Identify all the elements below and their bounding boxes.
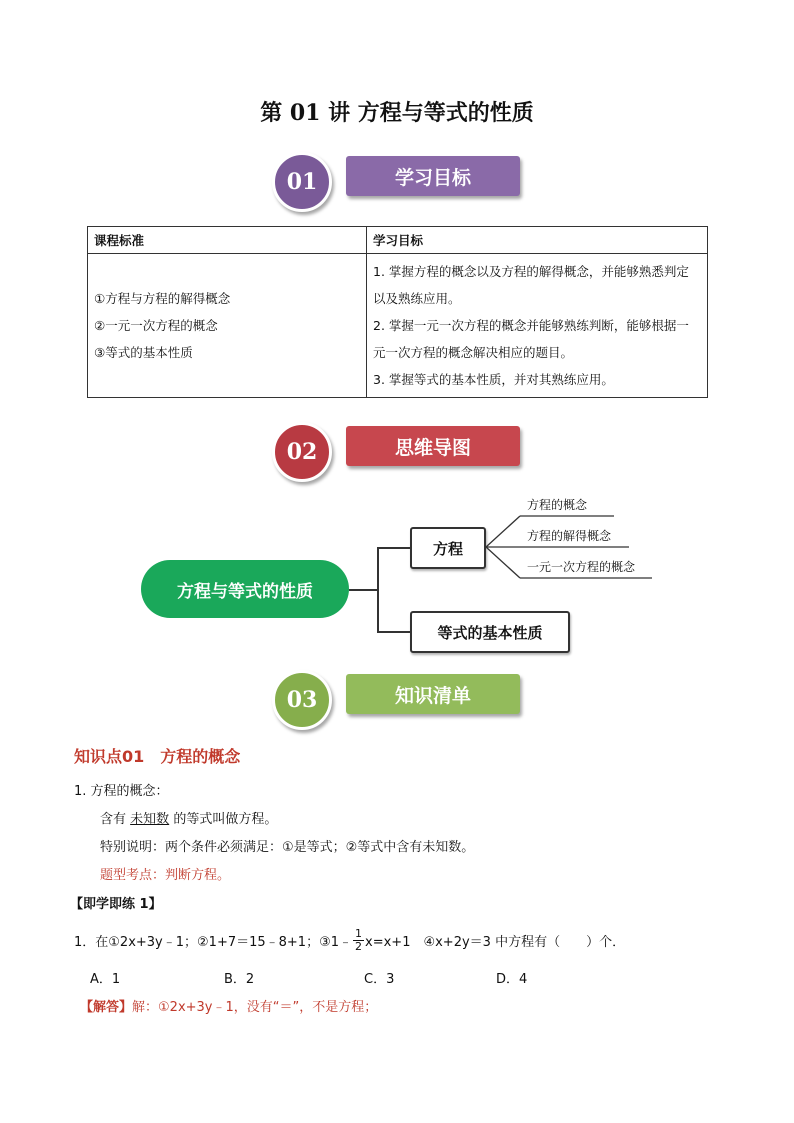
section-label: 学习目标 <box>346 156 520 196</box>
mindmap-leaf: 方程的解得概念 <box>527 529 612 543</box>
answer-line <box>80 996 377 1015</box>
option-c: C．3 <box>364 972 395 987</box>
definition-underline: 未知数 <box>130 812 170 827</box>
answer-label: 【解答】 <box>80 1000 133 1015</box>
mindmap-branch-equation: 方程 <box>410 527 486 569</box>
list-item: ①方程与方程的解得概念 <box>94 291 231 306</box>
list-item: ②一元一次方程的概念 <box>94 318 218 333</box>
standards-cell <box>88 254 367 398</box>
connector-line <box>377 547 379 632</box>
answer-text: 解：①2x+3y﹣1，没有“＝”，不是方程； <box>132 1000 378 1015</box>
definition-line <box>100 808 277 827</box>
answer-options <box>90 968 570 986</box>
mindmap-root: 方程与等式的性质 <box>141 560 349 618</box>
option-a: A．1 <box>90 972 121 987</box>
section-number-badge: 01 <box>272 152 332 212</box>
mindmap-branch-properties: 等式的基本性质 <box>410 611 570 653</box>
mindmap <box>0 490 794 660</box>
section-label: 思维导图 <box>346 426 520 466</box>
connector-line <box>377 547 410 549</box>
question-text-pre: 1．在①2x+3y﹣1；②1+7＝15﹣8+1；③1﹣ <box>74 935 353 950</box>
mindmap-leaf: 一元一次方程的概念 <box>527 560 636 574</box>
list-item: 1. 掌握方程的概念以及方程的解得概念，并能够熟悉判定以及熟练应用。 <box>373 264 689 306</box>
section-label: 知识清单 <box>346 674 520 714</box>
section-number-badge: 02 <box>272 422 332 482</box>
mindmap-leaf: 方程的概念 <box>527 498 588 512</box>
definition-pre: 含有 <box>100 812 127 827</box>
table-header-standard: 课程标准 <box>88 227 367 254</box>
objectives-cell <box>367 254 708 398</box>
option-b: B．2 <box>224 972 255 987</box>
knowledge-heading: 知识点01 方程的概念 <box>74 747 241 766</box>
fraction-denominator: 2 <box>355 940 363 953</box>
practice-label: 【即学即练 1】 <box>70 897 162 912</box>
item-title: 1. 方程的概念： <box>74 784 169 799</box>
fraction-numerator: 1 <box>355 927 363 940</box>
special-note: 特别说明：两个条件必须满足：①是等式；②等式中含有未知数。 <box>100 840 475 855</box>
section-number-badge: 03 <box>272 670 332 730</box>
goals-table <box>87 226 708 398</box>
section-header-01 <box>272 152 532 212</box>
list-item: 3. 掌握等式的基本性质，并对其熟练应用。 <box>373 372 614 387</box>
table-header-objective: 学习目标 <box>367 227 708 254</box>
question-text-post: x=x+1 ④x+2y＝3 中方程有（ ）个． <box>365 935 626 950</box>
page-title: 第 01 讲 方程与等式的性质 <box>260 100 534 126</box>
section-header-02 <box>272 422 532 482</box>
option-d: D．4 <box>496 972 528 987</box>
section-header-03 <box>272 670 532 730</box>
connector-line <box>377 631 410 633</box>
fraction <box>353 928 364 953</box>
question-type-tip: 题型考点：判断方程。 <box>100 868 231 883</box>
list-item: 2. 掌握一元一次方程的概念并能够熟练判断，能够根据一元一次方程的概念解决相应的题目。 <box>373 318 689 360</box>
practice-question <box>74 928 625 953</box>
connector-line <box>349 589 378 591</box>
list-item: ③等式的基本性质 <box>94 345 193 360</box>
definition-post: 的等式叫做方程。 <box>173 812 278 827</box>
